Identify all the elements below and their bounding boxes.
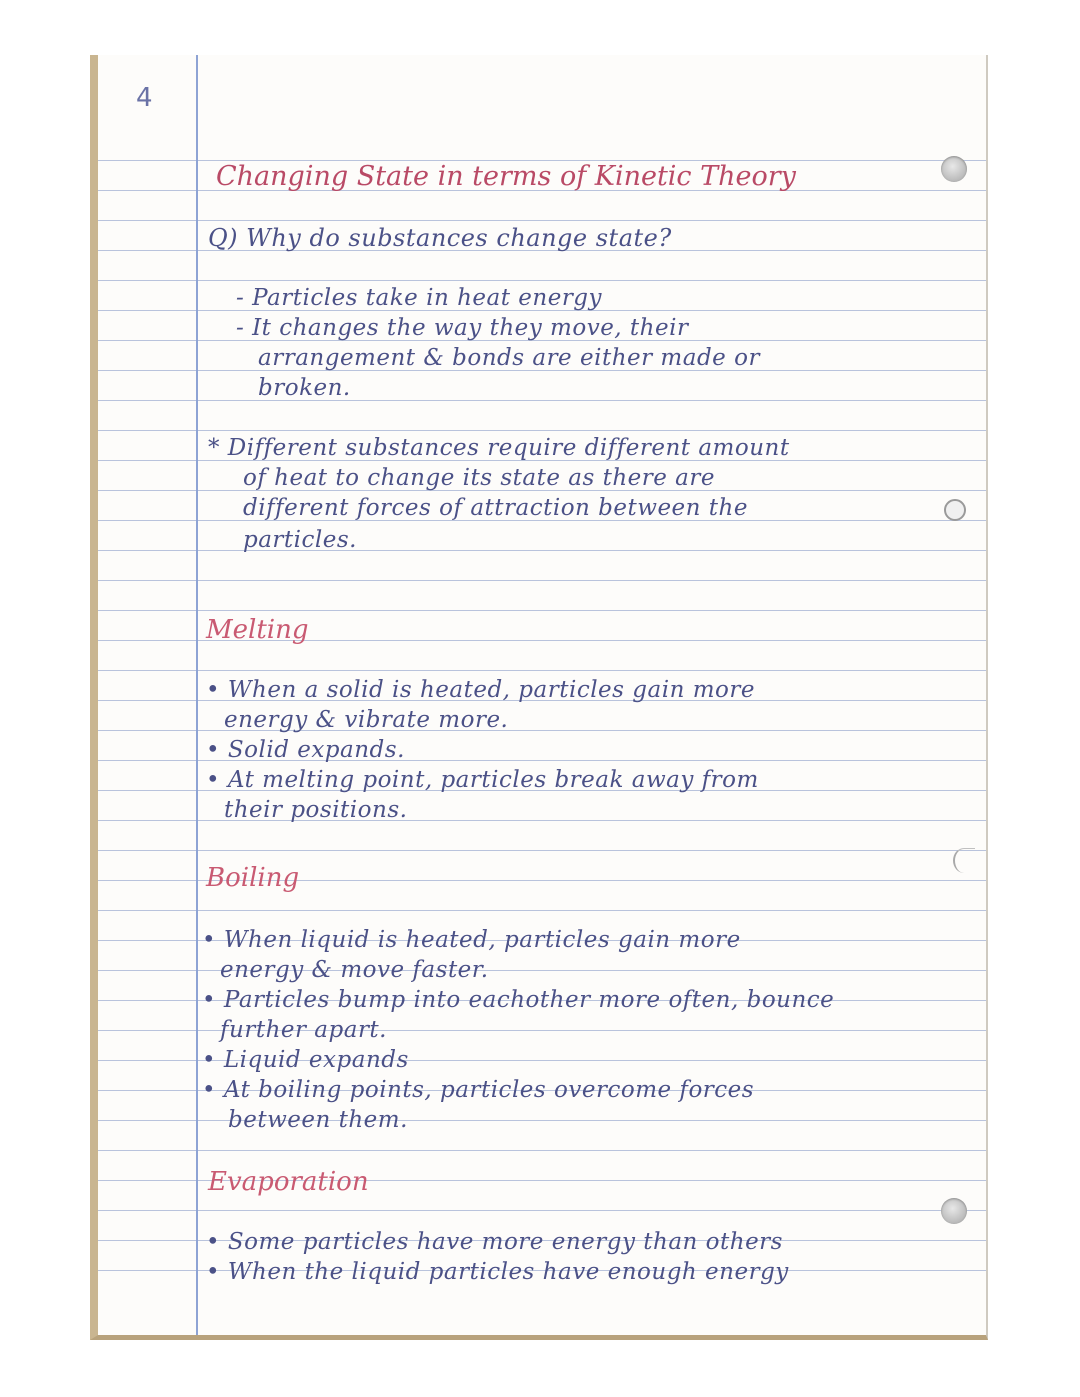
section-heading-boiling: Boiling xyxy=(206,863,300,893)
answer-line: - Particles take in heat energy xyxy=(236,285,603,311)
note-line: of heat to change its state as there are xyxy=(243,465,715,491)
evaporation-line: • When the liquid particles have enough energy xyxy=(206,1259,789,1285)
melting-line: • Solid expands. xyxy=(206,737,405,763)
rule-line xyxy=(98,220,986,221)
boiling-line: • At boiling points, particles overcome forces xyxy=(202,1077,755,1103)
section-heading-evaporation: Evaporation xyxy=(208,1167,369,1197)
page-number: 4 xyxy=(136,83,153,113)
page-title: Changing State in terms of Kinetic Theory xyxy=(216,161,796,192)
note-line: different forces of attraction between the xyxy=(243,495,748,521)
boiling-line: between them. xyxy=(228,1107,408,1133)
punch-hole-partial xyxy=(953,848,975,873)
rule-line xyxy=(98,400,986,401)
rule-line xyxy=(98,610,986,611)
melting-line: energy & vibrate more. xyxy=(224,707,509,733)
note-line: * Different substances require different amount xyxy=(208,435,790,461)
rule-line xyxy=(98,430,986,431)
boiling-line: further apart. xyxy=(220,1017,387,1043)
question: Q) Why do substances change state? xyxy=(208,224,672,252)
rule-line xyxy=(98,670,986,671)
margin-line xyxy=(196,55,198,1335)
answer-line: arrangement & bonds are either made or xyxy=(258,345,760,371)
answer-line: - It changes the way they move, their xyxy=(236,315,689,341)
evaporation-line: • Some particles have more energy than others xyxy=(206,1229,783,1255)
rule-line xyxy=(98,1150,986,1151)
notebook-page xyxy=(90,55,988,1340)
melting-line: their positions. xyxy=(224,797,408,823)
boiling-line: • Liquid expands xyxy=(202,1047,409,1073)
rule-line xyxy=(98,280,986,281)
boiling-line: • Particles bump into eachother more often, bounce xyxy=(202,987,835,1013)
rule-line xyxy=(98,1210,986,1211)
rule-line xyxy=(98,580,986,581)
punch-hole xyxy=(944,499,966,521)
rule-line xyxy=(98,550,986,551)
rule-line xyxy=(98,910,986,911)
note-line: particles. xyxy=(243,527,357,553)
answer-line: broken. xyxy=(258,375,351,401)
melting-line: • When a solid is heated, particles gain more xyxy=(206,677,755,703)
punch-hole xyxy=(941,1198,967,1224)
melting-line: • At melting point, particles break away from xyxy=(206,767,759,793)
boiling-line: energy & move faster. xyxy=(220,957,489,983)
boiling-line: • When liquid is heated, particles gain more xyxy=(202,927,741,953)
punch-hole xyxy=(941,156,967,182)
section-heading-melting: Melting xyxy=(206,615,309,645)
rule-line xyxy=(98,850,986,851)
